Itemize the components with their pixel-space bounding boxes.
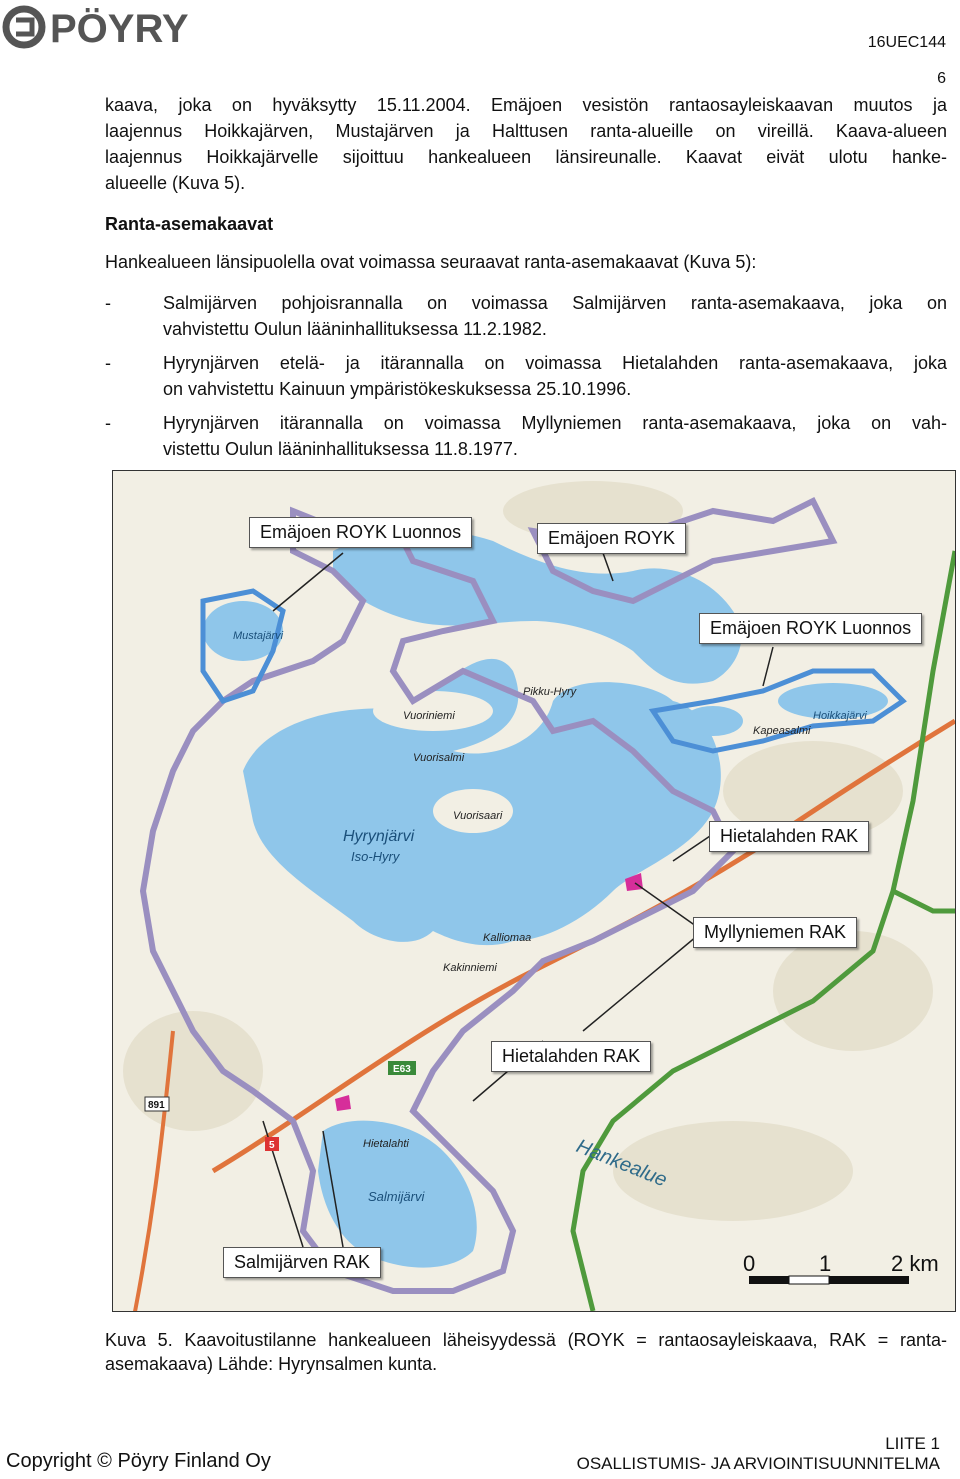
- scale-zero: 0: [743, 1251, 756, 1276]
- shield-5-text: 5: [269, 1140, 275, 1151]
- caption-line: Kuva 5. Kaavoitustilanne hankealueen läheisyydessä (ROYK = rantaosayleiskaava, RAK = ranta-: [105, 1330, 947, 1350]
- document-id: 16UEC144: [867, 34, 946, 51]
- logo-text: PÖYRY: [50, 7, 189, 51]
- figure-caption: [105, 1328, 947, 1376]
- intro-line: laajennus Hoikkajärven, Mustajärven ja Halttusen ranta-alueille on vireillä. Kaava-alueen: [105, 121, 947, 141]
- place-kalliomaa: Kalliomaa: [483, 932, 532, 944]
- place-iso-hyry: Iso-Hyry: [351, 849, 400, 864]
- place-vuorisalmi: Vuorisalmi: [413, 752, 465, 764]
- place-vuorisaari: Vuorisaari: [453, 810, 503, 822]
- intro-line: alueelle (Kuva 5).: [105, 173, 246, 193]
- place-kakinniemi: Kakinniemi: [443, 962, 497, 974]
- company-logo: [2, 2, 252, 52]
- bullet-line: Hyrynjärven itärannalla on voimassa Myllyniemen ranta-asemakaava, joka on vah-: [163, 413, 947, 433]
- bullet-line: Hyrynjärven etelä- ja itärannalla on voimassa Hietalahden ranta-asemakaava, joka: [163, 353, 947, 373]
- bullet-line: Salmijärven pohjoisrannalla on voimassa Salmijärven ranta-asemakaava, joka on: [163, 293, 947, 313]
- label-myllyniemen-rak: Myllyniemen RAK: [693, 917, 857, 948]
- footer-copyright: Copyright © Pöyry Finland Oy: [6, 1450, 271, 1472]
- bullet-line: vahvistettu Oulun lääninhallituksessa 11.2.1982.: [163, 319, 547, 339]
- bullet-line: vistettu Oulun lääninhallituksessa 11.8.1977.: [163, 439, 518, 459]
- bullet-dash: -: [105, 413, 111, 433]
- scale-one: 1: [819, 1251, 832, 1276]
- place-salmijarvi: Salmijärvi: [368, 1189, 425, 1204]
- section-heading: Ranta-asemakaavat: [105, 214, 274, 234]
- label-hietalahden-rak-1: Hietalahden RAK: [709, 821, 869, 852]
- page-number: 6: [937, 70, 946, 87]
- bullet-dash: -: [105, 293, 111, 313]
- label-royk-luonnos-1: Emäjoen ROYK Luonnos: [249, 517, 472, 548]
- lake-small: [683, 706, 743, 736]
- map-graphic: [113, 471, 955, 1311]
- label-hietalahden-rak-2: Hietalahden RAK: [491, 1041, 651, 1072]
- place-hoikkajarvi: Hoikkajärvi: [813, 710, 867, 722]
- bullet-line: on vahvistettu Kainuun ympäristökeskuksessa 25.10.1996.: [163, 379, 632, 399]
- bullet-dash: -: [105, 353, 111, 373]
- bullet-item: [105, 350, 947, 402]
- scale-two: 2 km: [891, 1251, 939, 1276]
- shield-891-text: 891: [148, 1100, 165, 1111]
- section-intro: Hankealueen länsipuolella ovat voimassa seuraavat ranta-asemakaavat (Kuva 5):: [105, 252, 757, 272]
- place-hyrynjarvi: Hyrynjärvi: [343, 828, 415, 845]
- bullet-item: [105, 290, 947, 342]
- poyry-logo-icon: [2, 2, 252, 52]
- label-salmijarven-rak: Salmijärven RAK: [223, 1247, 381, 1278]
- shield-e63-text: E63: [393, 1064, 411, 1075]
- footer-appendix: LIITE 1: [885, 1434, 940, 1453]
- intro-paragraph: [105, 92, 947, 196]
- intro-line: kaava, joka on hyväksytty 15.11.2004. Emäjoen vesistön rantaosayleiskaavan muutos ja: [105, 95, 947, 115]
- footer-doc-title: OSALLISTUMIS- JA ARVIOINTISUUNNITELMA: [576, 1454, 940, 1473]
- label-royk: Emäjoen ROYK: [537, 523, 686, 554]
- label-royk-luonnos-2: Emäjoen ROYK Luonnos: [699, 613, 922, 644]
- scale-bar: [749, 1276, 909, 1284]
- planning-map: [112, 470, 956, 1312]
- place-pikku-hyry: Pikku-Hyry: [523, 686, 577, 698]
- place-vuoriniemi: Vuoriniemi: [403, 710, 455, 722]
- hankealue-label: Hankealue: [573, 1135, 671, 1192]
- place-hietalahti: Hietalahti: [363, 1138, 409, 1150]
- caption-line: asemakaava) Lähde: Hyrynsalmen kunta.: [105, 1354, 438, 1374]
- intro-line: laajennus Hoikkajärvelle sijoittuu hankealueen länsireunalle. Kaavat eivät ulotu hanke-: [105, 147, 947, 167]
- place-kapeasalmi: Kapeasalmi: [753, 725, 811, 737]
- place-mustajarvi: Mustajärvi: [233, 630, 284, 642]
- bullet-item: [105, 410, 947, 462]
